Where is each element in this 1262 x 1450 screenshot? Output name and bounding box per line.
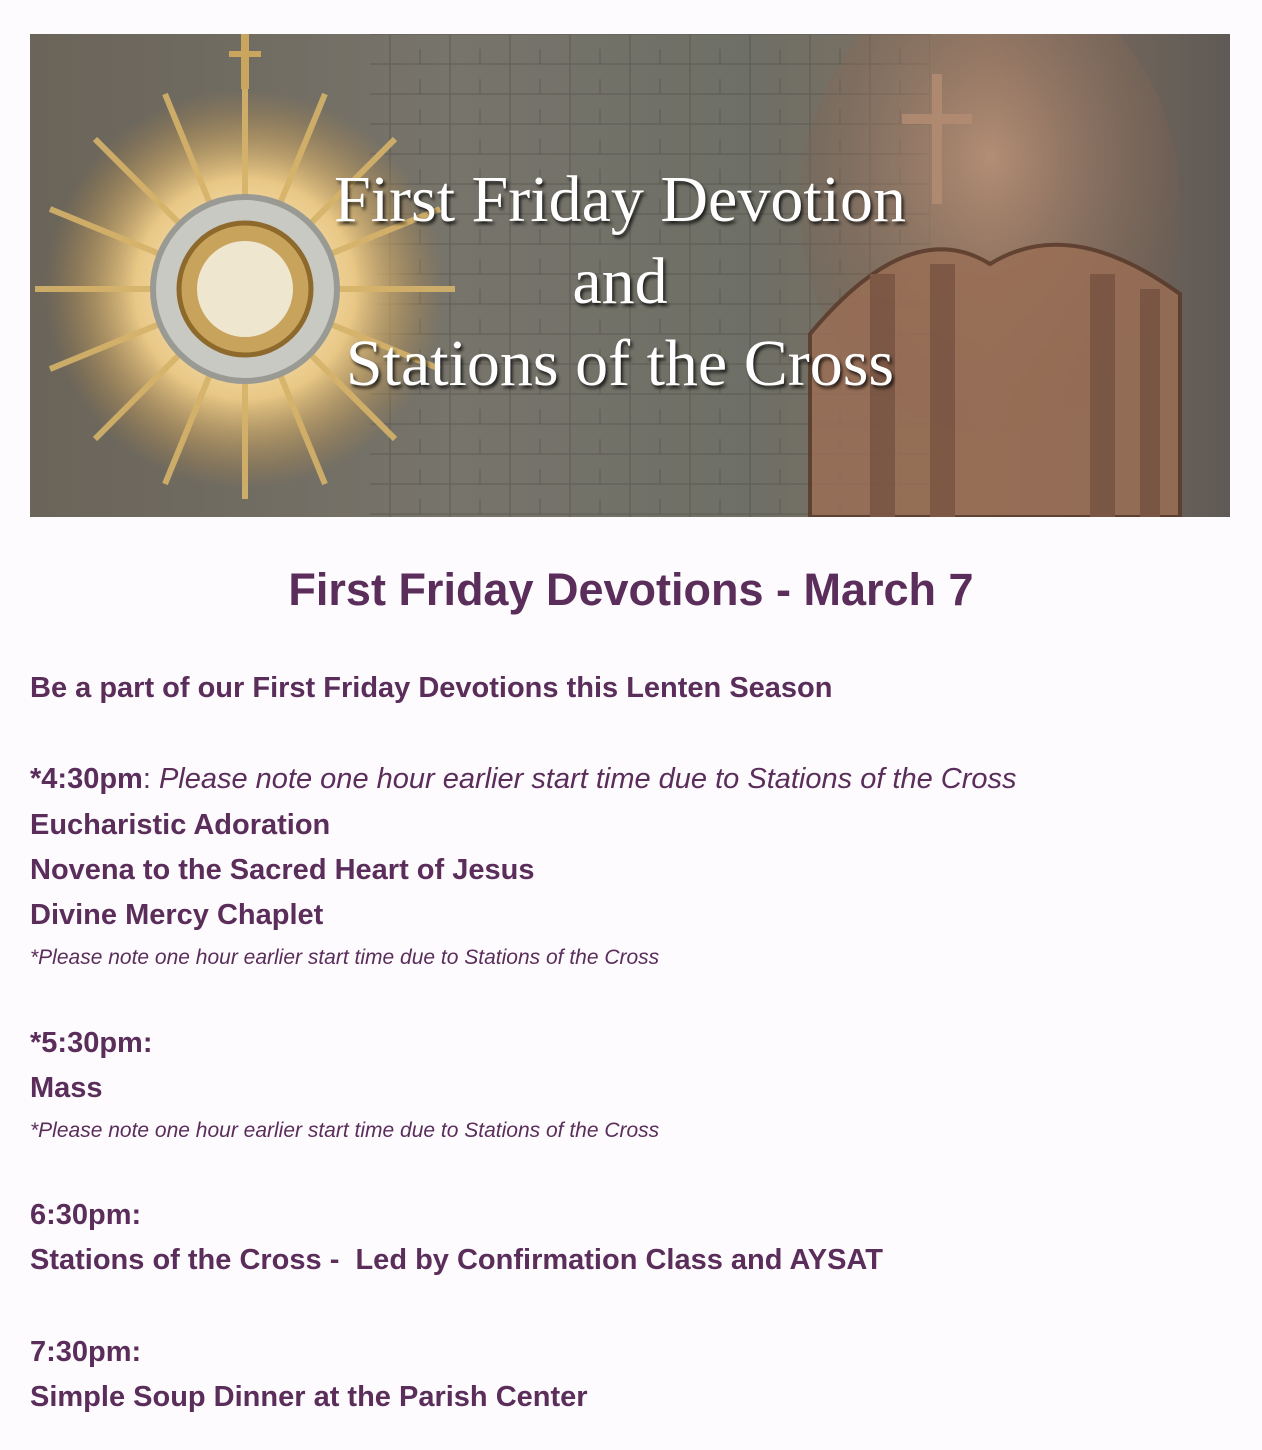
block-1-item-adoration: Eucharistic Adoration bbox=[30, 809, 331, 841]
block-4-item-soup-dinner: Simple Soup Dinner at the Parish Center bbox=[30, 1381, 588, 1413]
block-1-footnote: *Please note one hour earlier start time due to Stations of the Cross bbox=[30, 946, 660, 969]
page-title: First Friday Devotions - March 7 bbox=[288, 564, 974, 615]
intro-text: Be a part of our First Friday Devotions this Lenten Season bbox=[30, 672, 833, 704]
block-2-time: *5:30pm: bbox=[30, 1027, 153, 1059]
block-1-time-note: Please note one hour earlier start time due to Stations of the Cross bbox=[158, 763, 1017, 795]
block-1-item-chaplet: Divine Mercy Chaplet bbox=[30, 899, 324, 931]
banner-title-line-1: First Friday Devotion bbox=[334, 163, 906, 236]
block-1-time-line bbox=[30, 761, 1017, 797]
block-1-time: *4:30pm bbox=[30, 763, 143, 795]
block-1-item-novena: Novena to the Sacred Heart of Jesus bbox=[30, 854, 535, 886]
block-3-time: 6:30pm: bbox=[30, 1199, 142, 1231]
block-2-item-mass: Mass bbox=[30, 1072, 103, 1104]
banner-title-line-3: Stations of the Cross bbox=[345, 327, 895, 400]
banner-image bbox=[30, 34, 1230, 517]
block-4-time: 7:30pm: bbox=[30, 1336, 142, 1368]
block-1-separator: : bbox=[142, 763, 159, 795]
block-2-footnote: *Please note one hour earlier start time due to Stations of the Cross bbox=[30, 1119, 660, 1142]
block-3-item-stations: Stations of the Cross - Led by Confirmation Class and AYSAT bbox=[30, 1244, 883, 1276]
banner-title-line-2: and bbox=[572, 245, 668, 318]
